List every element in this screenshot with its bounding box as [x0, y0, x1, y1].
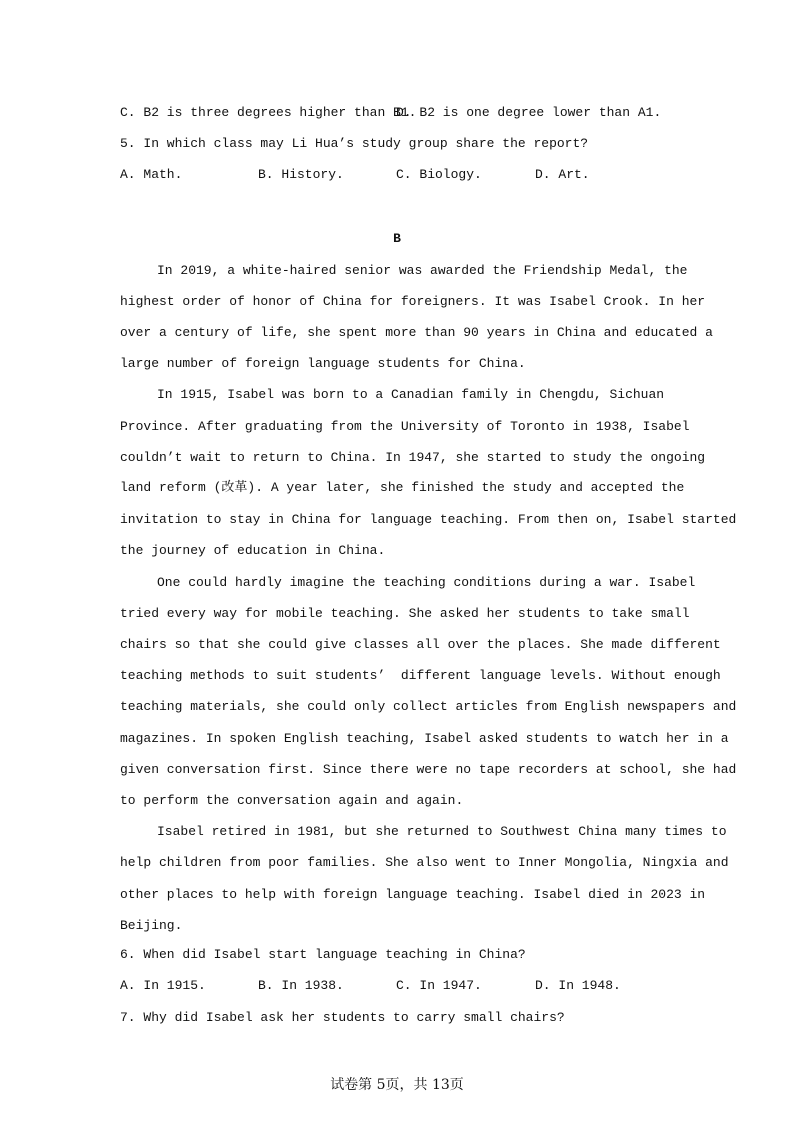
q5-option-d: D. Art.	[535, 167, 590, 182]
passage-line: land reform (改革). A year later, she finished the study and accepted the	[120, 480, 685, 495]
passage-line: tried every way for mobile teaching. She asked her students to take small	[120, 606, 690, 621]
q6-option-d: D. In 1948.	[535, 978, 621, 993]
passage-line: couldn’t wait to return to China. In 1947, she started to study the ongoing	[120, 450, 706, 465]
q5-option-a: A. Math.	[120, 167, 183, 182]
passage-line: to perform the conversation again and again.	[120, 793, 464, 808]
passage-line: One could hardly imagine the teaching conditions during a war. Isabel	[157, 575, 696, 590]
page-footer: 试卷第 5页，共 13页	[330, 1077, 464, 1093]
passage-line: help children from poor families. She also went to Inner Mongolia, Ningxia and	[120, 855, 729, 870]
q6-option-c: C. In 1947.	[396, 978, 482, 993]
passage-line: In 1915, Isabel was born to a Canadian family in Chengdu, Sichuan	[157, 387, 665, 402]
passage-line: Beijing.	[120, 918, 183, 933]
q4-option-d: D. B2 is one degree lower than A1.	[396, 105, 662, 120]
q6-option-a: A. In 1915.	[120, 978, 206, 993]
q6-option-b: B. In 1938.	[258, 978, 344, 993]
passage-line: over a century of life, she spent more than 90 years in China and educated a	[120, 325, 713, 340]
q6-question: 6. When did Isabel start language teaching in China?	[120, 947, 526, 962]
passage-line: teaching materials, she could only collect articles from English newspapers and	[120, 699, 737, 714]
section-heading: B	[393, 231, 401, 246]
passage-line: given conversation first. Since there were no tape recorders at school, she had	[120, 762, 737, 777]
q5-option-c: C. Biology.	[396, 167, 482, 182]
passage-line: highest order of honor of China for foreigners. It was Isabel Crook. In her	[120, 294, 706, 309]
passage-line: large number of foreign language students for China.	[120, 356, 526, 371]
passage-line: teaching methods to suit students’ different language levels. Without enough	[120, 668, 721, 683]
passage-line: Province. After graduating from the University of Toronto in 1938, Isabel	[120, 419, 690, 434]
q4-option-c: C. B2 is three degrees higher than B1.	[120, 105, 417, 120]
q5-question: 5. In which class may Li Hua’s study group share the report?	[120, 136, 589, 151]
passage-line: magazines. In spoken English teaching, Isabel asked students to watch her in a	[120, 731, 729, 746]
passage-line: invitation to stay in China for language teaching. From then on, Isabel started	[120, 512, 737, 527]
q5-option-b: B. History.	[258, 167, 344, 182]
passage-line: Isabel retired in 1981, but she returned to Southwest China many times to	[157, 824, 727, 839]
q7-question: 7. Why did Isabel ask her students to carry small chairs?	[120, 1010, 565, 1025]
passage-line: other places to help with foreign language teaching. Isabel died in 2023 in	[120, 887, 706, 902]
passage-line: In 2019, a white-haired senior was awarded the Friendship Medal, the	[157, 263, 688, 278]
passage-line: the journey of education in China.	[120, 543, 386, 558]
passage-line: chairs so that she could give classes all over the places. She made different	[120, 637, 721, 652]
